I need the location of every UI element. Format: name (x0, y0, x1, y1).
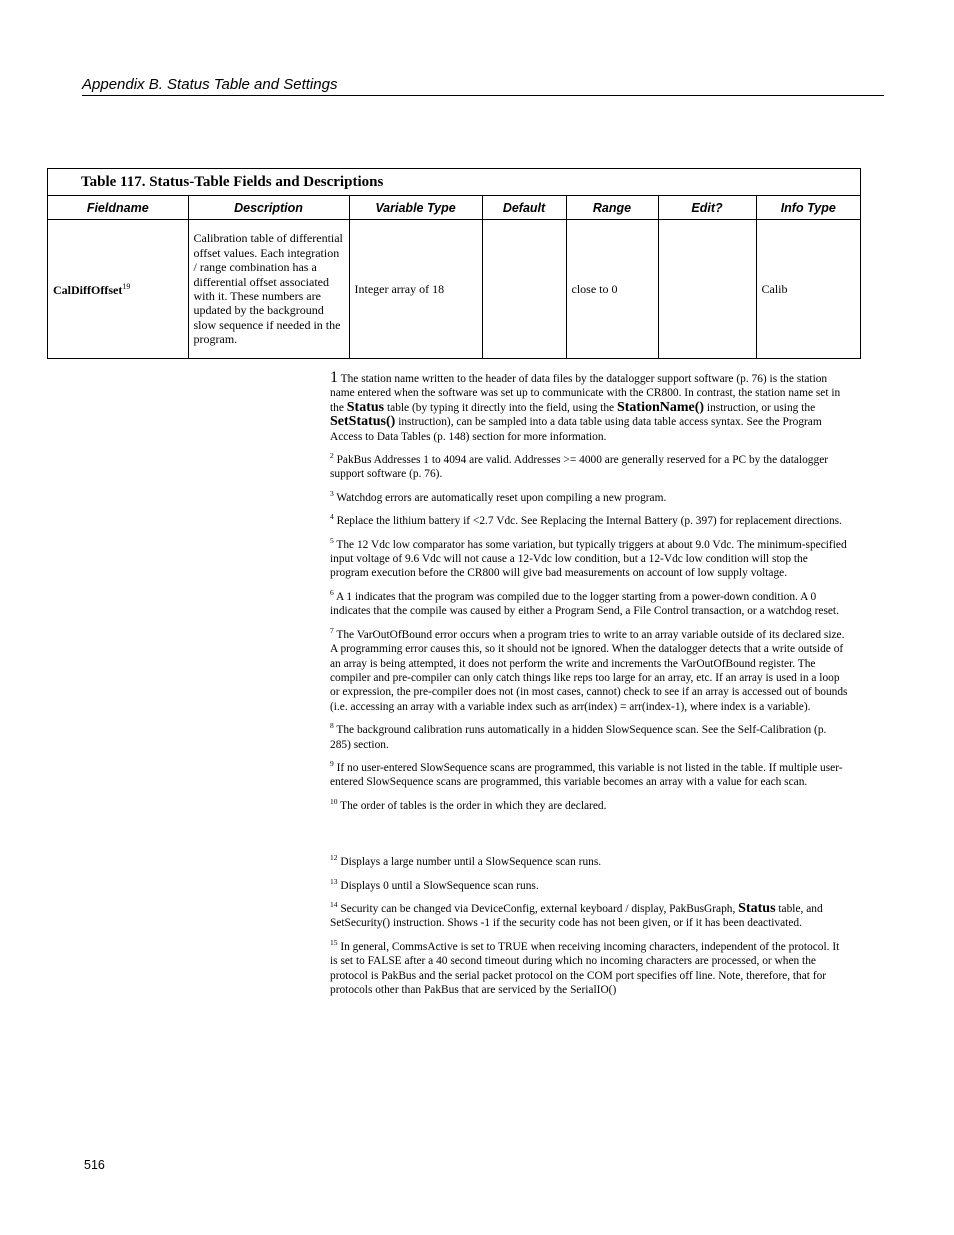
footnote-3: $^3$ Watchdog errors are automatically reset upon compiling a new program. (330, 489, 667, 504)
page-header: Appendix B. Status Table and Settings (82, 76, 884, 96)
cell-range: close to 0 (566, 220, 658, 359)
footnote-6: $^6$ A 1 indicates that the program was compiled due to the logger starting from a power-down condition. A 0 indicates that the compile was caused by either a Program Send, a File Control transaction, or a watchdog reset. (330, 588, 839, 618)
cell-edit (658, 220, 756, 359)
footnote-7: $^7$ The VarOutOfBound error occurs when a program tries to write to an array variable outside of its declared size. A programming error causes this, so it should not be ignored. When the datalogger detects that a write outside of an array is being attempted, it does not perform the write and increments the VarOutOfBound register. The compiler and pre-compiler can only catch things like reps too large for an array, etc. If an array is used in a loop or expression, the pre-compiler does not (in most cases, cannot) check to see if an array is accessed out of bounds (i.e. accessing an array with a variable index such as arr(index) = arr(index-1), where index is a variable). (330, 625, 848, 713)
footnote-1: 1 The station name written to the header of data files by the datalogger support software (p. 76) is the station name entered when the software was set up to communicate with the CR800. In contrast, the station name set in the Status table (by typing it directly into the field, using the StationName() instruction, or using the SetStatus() instruction), can be sampled into a data table using data table access syntax. See the Program Access to Data Tables (p. 148) section for more information. (330, 369, 841, 443)
col-header-edit: Edit? (658, 196, 756, 220)
footnote-2: $^2$ PakBus Addresses 1 to 4094 are valid. Addresses >= 4000 are generally reserved for a PC by the datalogger support software (p. 76). (330, 451, 829, 481)
footnote-13: $^{13}$ Displays 0 until a SlowSequence scan runs. (330, 876, 539, 892)
status-table (47, 168, 861, 359)
cell-description: Calibration table of differential offset values. Each integration / range combination has a differential offset associated with it. These numbers are updated by the background slow sequence if needed in the program. (188, 220, 349, 359)
col-header-description: Description (188, 196, 349, 220)
cell-info-type: Calib (761, 281, 788, 296)
footnote-10: $^{10}$ The order of tables is the order in which they are declared. (330, 796, 607, 812)
col-header-variable-type: Variable Type (349, 196, 482, 220)
fieldname-text: CalDiffOffset (53, 283, 123, 298)
table-caption: Table 117. Status-Table Fields and Descriptions (48, 169, 860, 196)
footnote-15: $^{15}$ In general, CommsActive is set to TRUE when receiving incoming characters, independent of the protocol. It is set to FALSE after a 40 second timeout during which no incoming characters are processed, or when the protocol is PakBus and the serial packet protocol on the COM port specifies off line. Note, therefore, that for protocols other than PakBus that are serviced by the SerialIO() (330, 937, 840, 996)
fields-table (48, 196, 860, 358)
footnote-8: $^8$ The background calibration runs automatically in a hidden SlowSequence scan. See the Self-Calibration (p. 285) section. (330, 721, 827, 751)
page-number: 516 (84, 1158, 105, 1172)
footnotes (330, 371, 848, 1006)
cell-variable-type: Integer array of 18 (349, 220, 482, 359)
footnote-gap (330, 822, 848, 855)
footnote-12: $^{12}$ Displays a large number until a SlowSequence scan runs. (330, 853, 602, 869)
col-header-fieldname: Fieldname (48, 196, 188, 220)
footnote-9: $^9$ If no user-entered SlowSequence scans are programmed, this variable is not listed in the table. If multiple user-entered SlowSequence scans are programmed, this variable becomes an array with a value for each scan. (330, 759, 843, 789)
footnote-14: $^{14}$ Security can be changed via DeviceConfig, external keyboard / display, PakBusGraph, Status table, and SetSecurity() instruction. Shows -1 if the security code has not been given, or if it has been deactivated. (330, 900, 823, 930)
table-row (48, 220, 860, 359)
col-header-range: Range (566, 196, 658, 220)
col-header-info-type: Info Type (756, 196, 860, 220)
footnote-4: $^4$ Replace the lithium battery if <2.7 Vdc. See Replacing the Internal Battery (p. 397) for replacement directions. (330, 512, 842, 528)
table-header-row (48, 196, 860, 220)
col-header-default: Default (482, 196, 566, 220)
footnote-5: $^5$ The 12 Vdc low comparator has some variation, but typically triggers at about 9.0 Vdc. The minimum-specified input voltage of 9.6 Vdc will not cause a 12-Vdc low condition, but a 12-Vdc low condition will stop the program execution before the CR800 will give bad measurements on account of low supply voltage. (330, 535, 847, 580)
cell-default (482, 220, 566, 359)
cell-fieldname (48, 220, 188, 359)
fieldname-footnote-ref: 19 (122, 282, 131, 292)
